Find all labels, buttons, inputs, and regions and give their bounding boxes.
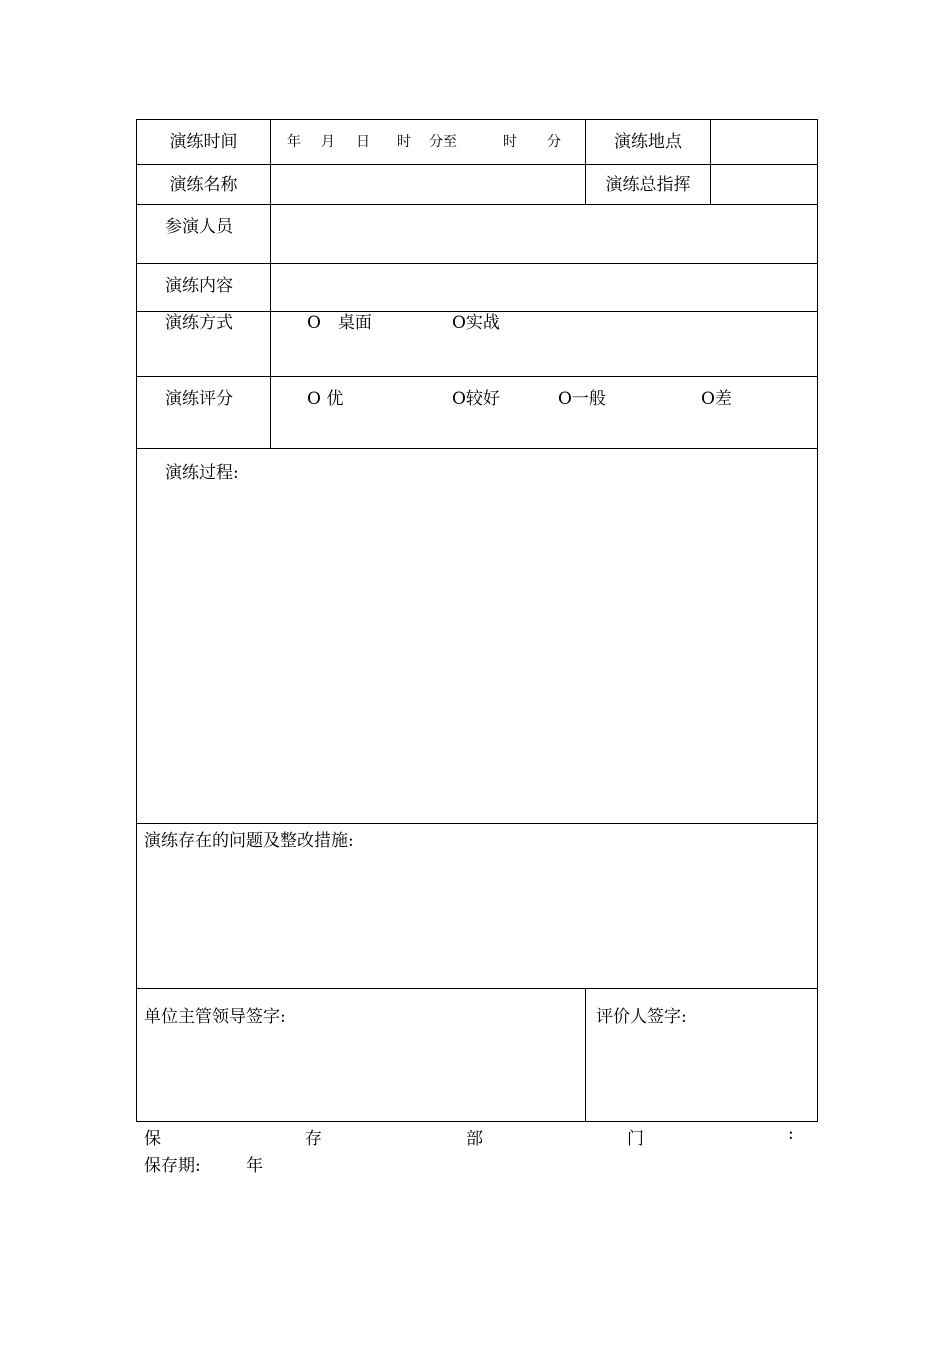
- score-option-excellent[interactable]: O 优: [307, 389, 344, 409]
- content-label-cell: [137, 264, 271, 312]
- location-label: 演练地点: [614, 132, 682, 152]
- storage-period-unit: 年: [246, 1156, 264, 1176]
- method-options-cell: [271, 312, 818, 377]
- location-value-cell[interactable]: [711, 120, 818, 165]
- process-cell[interactable]: [137, 449, 818, 824]
- score-options-cell: [271, 377, 818, 449]
- location-label-cell: [586, 120, 711, 165]
- method-option-desktop[interactable]: O 桌面: [307, 313, 372, 333]
- time-label-cell: [137, 120, 271, 165]
- time-value-cell[interactable]: [271, 120, 586, 165]
- evaluator-sign-label: 评价人签字:: [596, 1007, 687, 1027]
- drill-record-form: [136, 119, 818, 1122]
- participants-label: 参演人员: [165, 217, 233, 237]
- participants-label-cell: [137, 205, 271, 264]
- problems-label: 演练存在的问题及整改措施:: [144, 831, 354, 851]
- time-minute-end: 分: [547, 134, 561, 150]
- score-option-poor[interactable]: O差: [701, 389, 732, 409]
- content-label: 演练内容: [165, 276, 233, 296]
- time-month: 月: [321, 134, 335, 150]
- method-label-cell: [137, 312, 271, 377]
- name-value-cell[interactable]: [271, 165, 586, 205]
- participants-value-cell[interactable]: [271, 205, 818, 264]
- dept-char-2: 存: [305, 1129, 322, 1149]
- score-label-cell: [137, 377, 271, 449]
- dept-char-1: 保: [144, 1129, 161, 1149]
- score-label: 演练评分: [165, 389, 233, 409]
- time-hour-end: 时: [503, 134, 517, 150]
- method-label: 演练方式: [165, 313, 233, 333]
- storage-period-line: [144, 1151, 263, 1176]
- time-minute-to: 分至: [429, 134, 457, 150]
- time-fields: [271, 132, 585, 152]
- time-hour: 时: [397, 134, 411, 150]
- storage-department-line: [144, 1124, 796, 1149]
- process-label: 演练过程:: [165, 463, 239, 483]
- score-option-average[interactable]: O一般: [558, 389, 606, 409]
- content-value-cell[interactable]: [271, 264, 818, 312]
- evaluator-sign-cell[interactable]: [586, 989, 818, 1122]
- score-option-good[interactable]: O较好: [452, 389, 500, 409]
- commander-label: 演练总指挥: [605, 174, 691, 195]
- name-label-cell: [137, 165, 271, 205]
- leader-sign-label: 单位主管领导签字:: [144, 1007, 286, 1027]
- method-option-live[interactable]: O实战: [452, 313, 500, 333]
- problems-cell[interactable]: [137, 824, 818, 989]
- time-year: 年: [287, 134, 301, 150]
- name-label: 演练名称: [169, 174, 238, 195]
- time-day: 日: [356, 134, 370, 150]
- time-label: 演练时间: [169, 132, 238, 152]
- leader-sign-cell[interactable]: [137, 989, 586, 1122]
- storage-period-label: 保存期:: [144, 1156, 201, 1176]
- dept-char-3: 部: [466, 1129, 483, 1149]
- dept-colon: :: [788, 1124, 794, 1144]
- commander-label-cell: [586, 165, 711, 205]
- commander-value-cell[interactable]: [711, 165, 818, 205]
- dept-char-4: 门: [627, 1129, 644, 1149]
